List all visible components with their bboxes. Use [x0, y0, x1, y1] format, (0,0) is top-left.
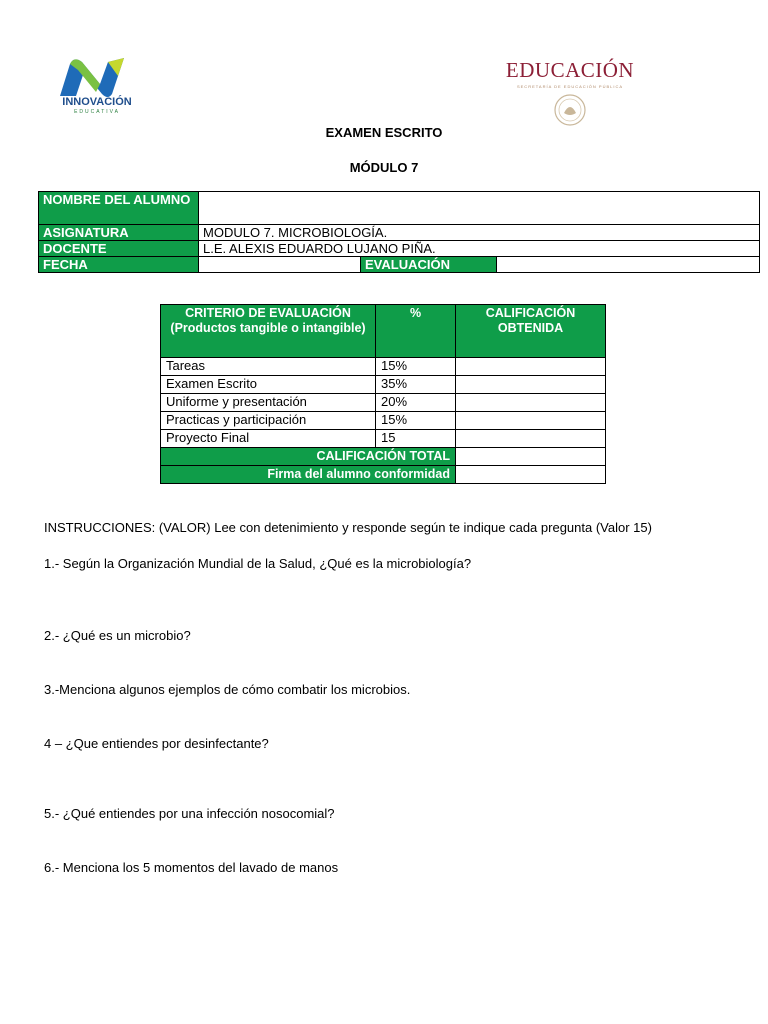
- total-label: CALIFICACIÓN TOTAL: [161, 448, 456, 466]
- fecha-label: FECHA: [39, 257, 199, 273]
- total-field[interactable]: [456, 448, 606, 466]
- criterio-cell: Proyecto Final: [161, 430, 376, 448]
- nombre-field[interactable]: [199, 192, 760, 225]
- educacion-subtitle: SECRETARÍA DE EDUCACIÓN PÚBLICA: [516, 84, 624, 89]
- table-row: [161, 412, 606, 430]
- evaluacion-label: EVALUACIÓN: [361, 257, 497, 273]
- evaluacion-field[interactable]: [497, 257, 760, 273]
- page-title: EXAMEN ESCRITO: [325, 125, 443, 140]
- signature-field[interactable]: [456, 466, 606, 484]
- total-row: [161, 448, 606, 466]
- criterio-cell: Examen Escrito: [161, 376, 376, 394]
- innovacion-subtitle: EDUCATIVA: [74, 109, 120, 115]
- docente-label: DOCENTE: [39, 241, 199, 257]
- educacion-logo: [500, 58, 640, 132]
- percent-cell: 15%: [376, 412, 456, 430]
- evaluation-table: [160, 304, 606, 484]
- table-row: [161, 394, 606, 412]
- nombre-label: NOMBRE DEL ALUMNO: [39, 192, 199, 225]
- instructions: INSTRUCCIONES: (VALOR) Lee con detenimiento y responde según te indique cada pregunta (Valor 15): [44, 520, 652, 535]
- asignatura-value: MODULO 7. MICROBIOLOGÍA.: [199, 225, 760, 241]
- signature-row: [161, 466, 606, 484]
- question-2: 2.- ¿Qué es un microbio?: [44, 628, 191, 643]
- mexico-seal-icon: [553, 93, 587, 127]
- asignatura-label: ASIGNATURA: [39, 225, 199, 241]
- innovacion-logo-text: [52, 96, 142, 115]
- percent-header: %: [376, 305, 456, 358]
- calificacion-cell[interactable]: [456, 430, 606, 448]
- percent-cell: 15: [376, 430, 456, 448]
- table-row: [161, 358, 606, 376]
- fecha-field[interactable]: [199, 257, 361, 273]
- percent-cell: 35%: [376, 376, 456, 394]
- table-row: [161, 376, 606, 394]
- question-1: 1.- Según la Organización Mundial de la Salud, ¿Qué es la microbiología?: [44, 556, 472, 571]
- criterio-cell: Uniforme y presentación: [161, 394, 376, 412]
- question-5: 5.- ¿Qué entiendes por una infección nosocomial?: [44, 806, 335, 821]
- percent-cell: 20%: [376, 394, 456, 412]
- criterio-cell: Practicas y participación: [161, 412, 376, 430]
- calificacion-cell[interactable]: [456, 394, 606, 412]
- row-docente: [39, 241, 760, 257]
- calificacion-header: CALIFICACIÓN OBTENIDA: [456, 305, 606, 358]
- row-fecha: [39, 257, 760, 273]
- educacion-title: EDUCACIÓN: [505, 58, 635, 82]
- evaluation-header-row: [161, 305, 606, 358]
- docente-value: L.E. ALEXIS EDUARDO LUJANO PIÑA.: [199, 241, 760, 257]
- criterio-header: CRITERIO DE EVALUACIÓN (Productos tangible o intangible): [161, 305, 376, 358]
- question-6: 6.- Menciona los 5 momentos del lavado de manos: [44, 860, 339, 875]
- module-title: MÓDULO 7: [349, 160, 419, 175]
- question-4: 4 – ¿Que entiendes por desinfectante?: [44, 736, 269, 751]
- percent-cell: 15%: [376, 358, 456, 376]
- row-nombre: [39, 192, 760, 225]
- calificacion-cell[interactable]: [456, 376, 606, 394]
- question-3: 3.-Menciona algunos ejemplos de cómo combatir los microbios.: [44, 682, 411, 697]
- calificacion-cell[interactable]: [456, 358, 606, 376]
- student-info-table: [38, 191, 760, 273]
- innovacion-title: INNOVACIÓN: [62, 96, 132, 108]
- table-row: [161, 430, 606, 448]
- criterio-cell: Tareas: [161, 358, 376, 376]
- signature-label: Firma del alumno conformidad: [161, 466, 456, 484]
- calificacion-cell[interactable]: [456, 412, 606, 430]
- row-asignatura: [39, 225, 760, 241]
